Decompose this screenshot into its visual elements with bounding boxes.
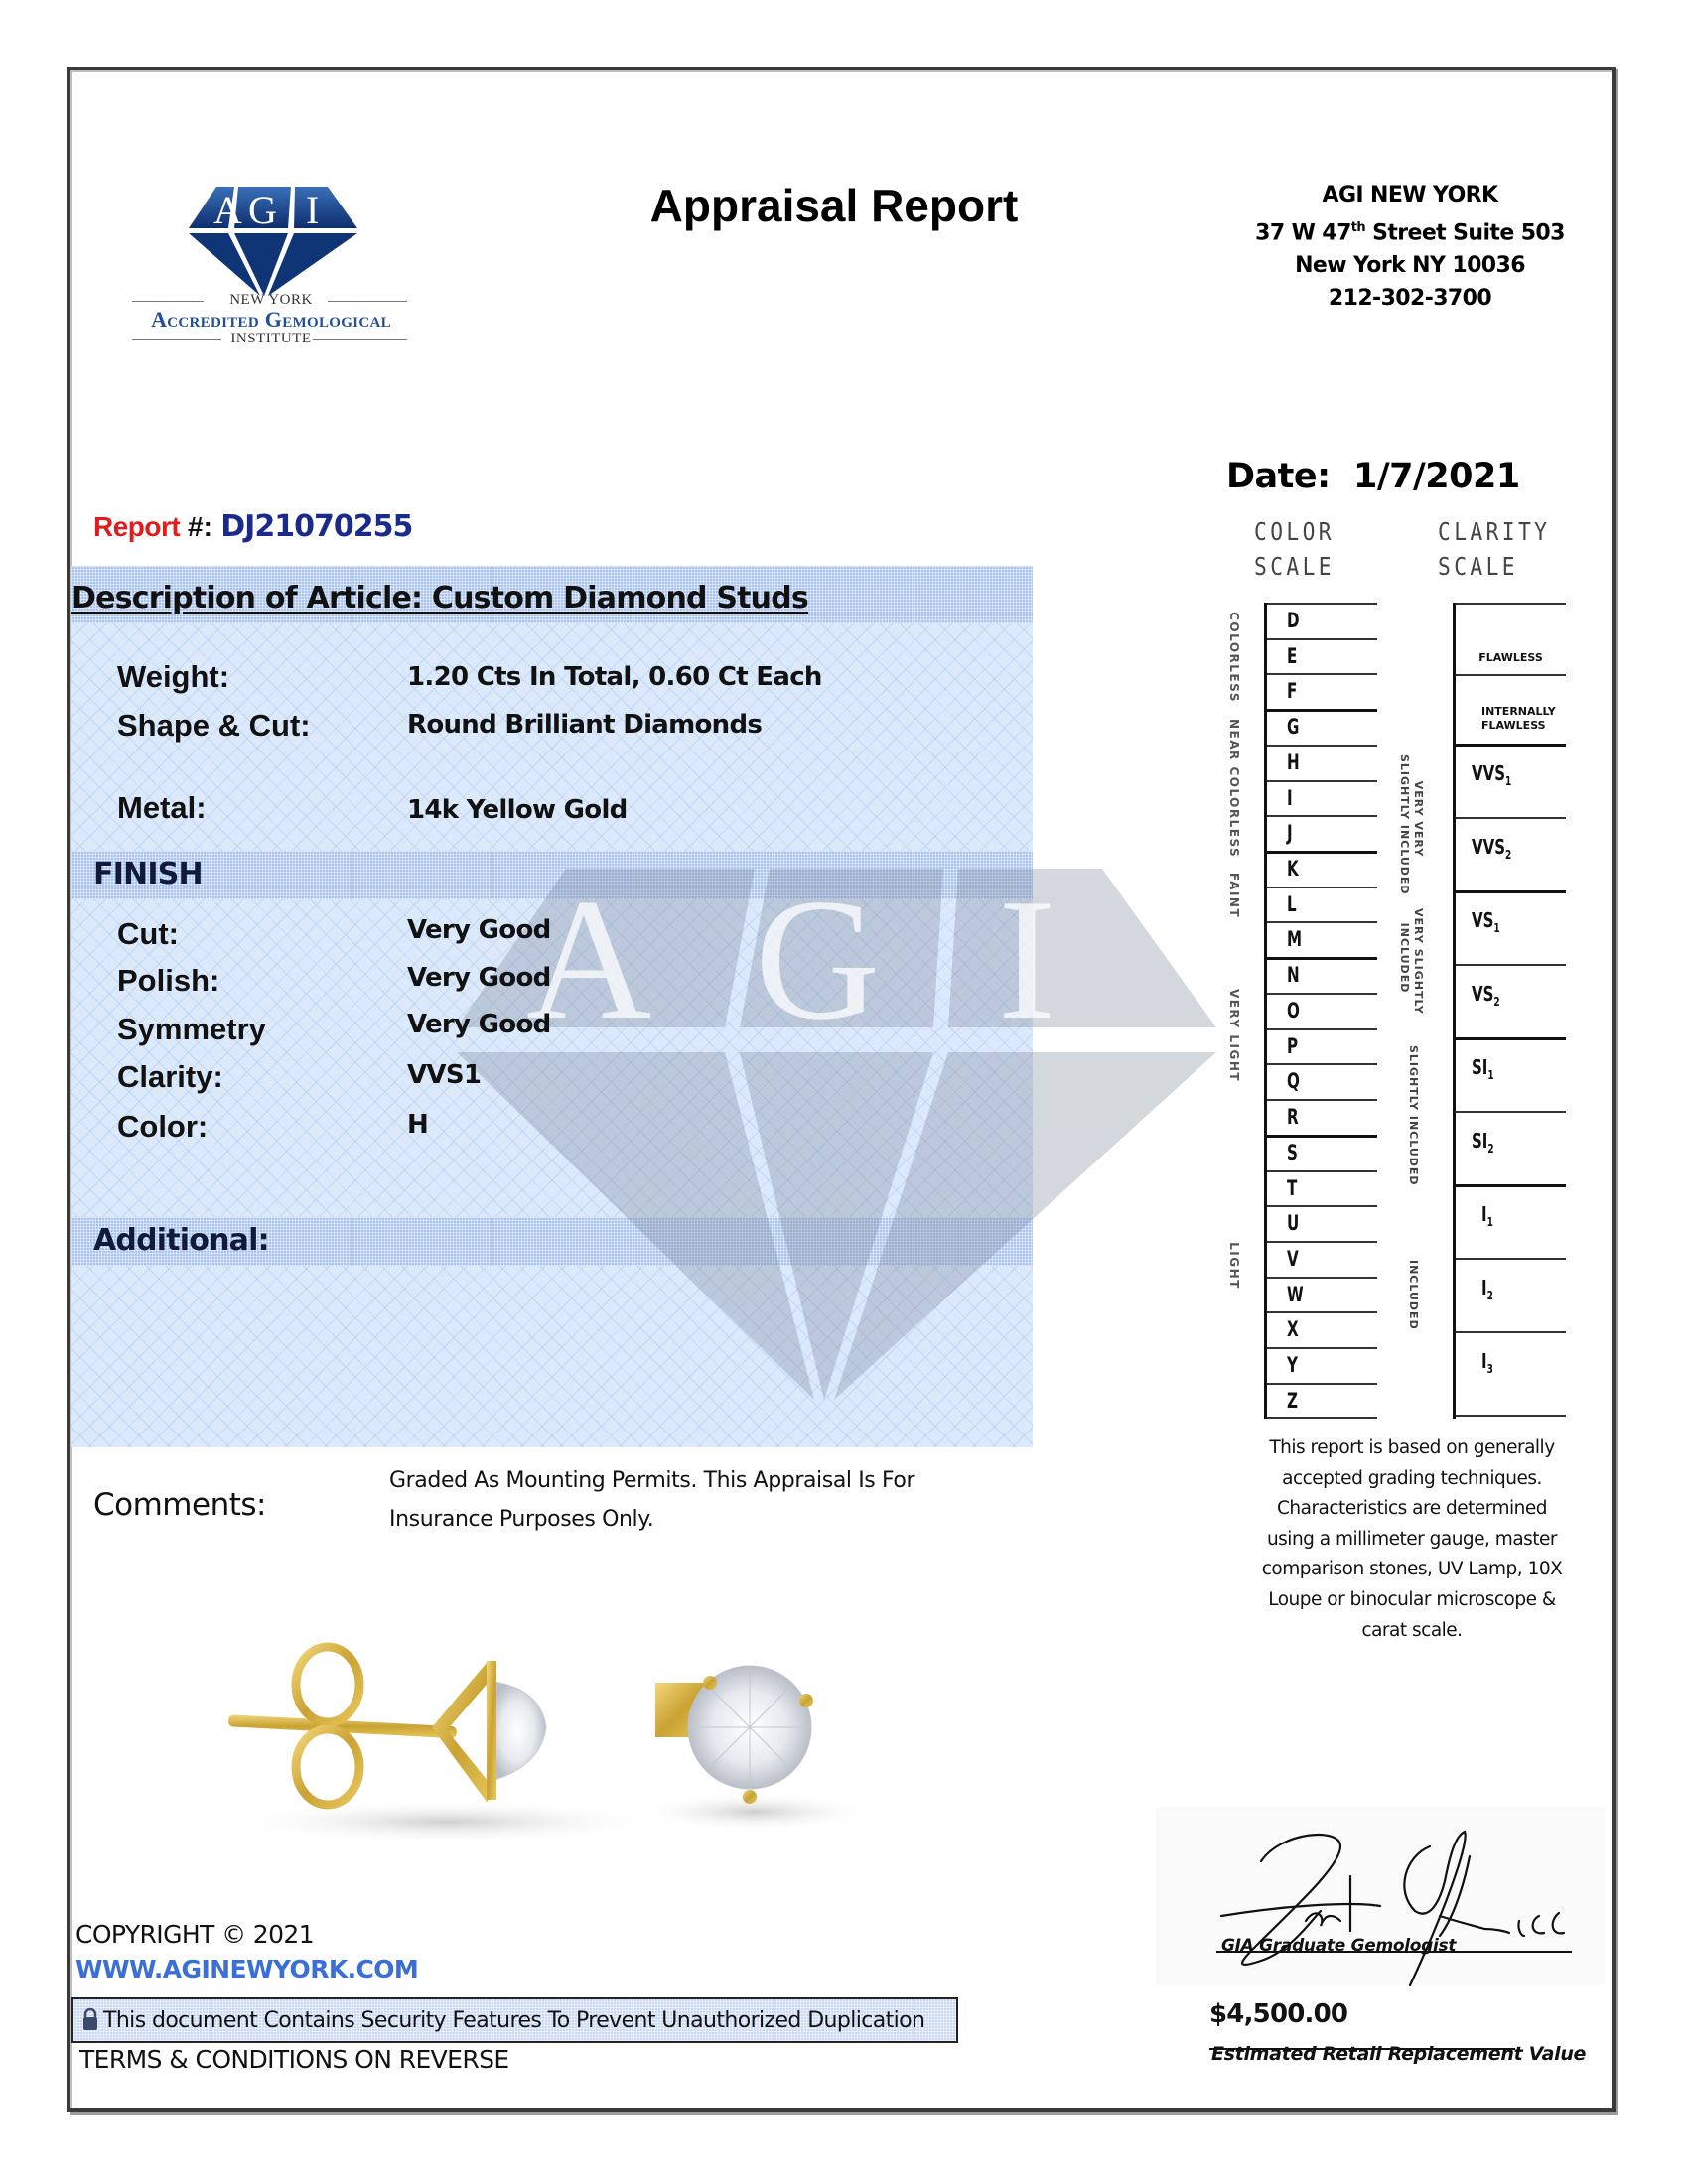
group-vvs-line1: VERY VERY (1412, 780, 1425, 858)
color-grade: I (1287, 786, 1293, 810)
color-grade: X (1287, 1317, 1299, 1341)
clarity-row-vvs2 (1456, 817, 1566, 819)
color-label: Color: (117, 1109, 209, 1144)
lab-street (1221, 211, 1599, 249)
additional-title: Additional: (93, 1223, 269, 1258)
lab-city: New York NY 10036 (1295, 253, 1525, 279)
clarity-row-bottom (1456, 1415, 1566, 1417)
color-grade: U (1287, 1211, 1300, 1235)
clarity-row-vvs1 (1456, 744, 1566, 747)
clarity-row-i2 (1456, 1258, 1566, 1260)
color-row-m (1267, 921, 1377, 923)
street-suffix: Street Suite 503 (1365, 220, 1565, 246)
weight-value: 1.20 Cts In Total, 0.60 Ct Each (407, 662, 822, 692)
clarity-row-i3 (1456, 1331, 1566, 1333)
group-vs (1395, 908, 1425, 1015)
grading-disclaimer (1253, 1433, 1571, 1646)
cut-value: Very Good (407, 915, 551, 945)
color-scale (1264, 603, 1377, 1419)
clarity-base: I (1481, 1276, 1487, 1299)
comments-label: Comments: (93, 1487, 266, 1523)
appraised-value-caption: Estimated Retail Replacement Value (1211, 2043, 1587, 2065)
clarity-grade-i2 (1481, 1276, 1493, 1302)
color-row-v (1267, 1241, 1377, 1243)
group-vvs-line2: SLIGHTLY INCLUDED (1398, 754, 1411, 895)
color-grade: M (1287, 927, 1303, 951)
clarity-scale-title-line2: SCALE (1438, 552, 1518, 581)
logo-new-york: NEW YORK (229, 292, 313, 308)
clarity-scale (1453, 603, 1566, 1419)
finish-title: FINISH (93, 857, 203, 891)
clarity-grade-fl: FLAWLESS (1478, 651, 1543, 664)
group-faint: FAINT (1227, 872, 1241, 919)
clarity-base: VS (1472, 982, 1494, 1006)
signature-caption: GIA Graduate Gemologist (1221, 1936, 1457, 1956)
lab-name: AGI NEW YORK (1322, 183, 1498, 207)
color-row-l (1267, 887, 1377, 888)
logo-institute: INSTITUTE (230, 331, 312, 346)
comments-line-2: Insurance Purposes Only. (389, 1507, 654, 1532)
svg-text:G: G (755, 864, 881, 1055)
color-grade: G (1287, 715, 1300, 739)
report-number-label: Report (93, 511, 181, 542)
clarity-label: Clarity: (117, 1059, 223, 1094)
color-row-y (1267, 1347, 1377, 1349)
color-grade: L (1287, 892, 1297, 916)
terms-notice: TERMS & CONDITIONS ON REVERSE (79, 2045, 509, 2074)
clarity-base: SI (1472, 1055, 1488, 1079)
svg-text:I: I (998, 864, 1056, 1055)
symmetry-value: Very Good (407, 1010, 551, 1039)
color-scale-title-line1: COLOR (1254, 517, 1335, 546)
clarity-base: VS (1472, 908, 1494, 932)
street-sup: th (1350, 220, 1366, 235)
clarity-row-top (1456, 603, 1566, 605)
page-title: Appraisal Report (649, 180, 1019, 231)
clarity-grade-i3 (1481, 1349, 1493, 1376)
polish-label: Polish: (117, 963, 220, 998)
color-grade: H (1287, 751, 1300, 774)
date-label: Date: (1226, 457, 1331, 496)
group-included: INCLUDED (1407, 1260, 1420, 1330)
clarity-sub: 2 (1487, 1142, 1494, 1156)
color-row-i (1267, 780, 1377, 782)
color-grade: P (1287, 1034, 1299, 1058)
color-row-p (1267, 1028, 1377, 1030)
lock-icon (81, 2007, 99, 2033)
color-grade: O (1287, 999, 1300, 1023)
report-number-hash: #: (180, 511, 212, 542)
color-row-r (1267, 1099, 1377, 1101)
clarity-row-si1 (1456, 1037, 1566, 1040)
color-row-q (1267, 1063, 1377, 1065)
group-vs-line2: INCLUDED (1398, 922, 1411, 994)
color-row-s (1267, 1135, 1377, 1138)
comments-text (389, 1461, 1005, 1539)
disclaimer-line: accepted grading techniques. (1282, 1467, 1542, 1489)
shape-cut-label: Shape & Cut: (117, 708, 311, 743)
svg-text:I: I (306, 188, 320, 232)
logo-caption (132, 292, 410, 347)
color-row-d (1267, 603, 1377, 605)
lab-phone: 212-302-3700 (1328, 286, 1492, 312)
appraised-value: $4,500.00 (1209, 1999, 1348, 2029)
color-scale-title-line2: SCALE (1254, 552, 1335, 581)
security-notice-text: This document Contains Security Features To Prevent Unauthorized Duplication (103, 2007, 925, 2033)
clarity-grade-if: INTERNALLY FLAWLESS (1481, 705, 1556, 732)
color-row-h (1267, 745, 1377, 747)
disclaimer-line: Loupe or binocular microscope & (1268, 1588, 1556, 1610)
group-light: LIGHT (1227, 1242, 1241, 1290)
polish-value: Very Good (407, 963, 551, 993)
color-grade: F (1287, 679, 1298, 703)
clarity-base: I (1481, 1349, 1487, 1373)
disclaimer-line: comparison stones, UV Lamp, 10X (1261, 1559, 1563, 1580)
clarity-sub: 2 (1493, 995, 1500, 1009)
color-value: H (407, 1110, 429, 1140)
svg-text:A: A (526, 864, 652, 1055)
disclaimer-line: This report is based on generally (1269, 1437, 1555, 1458)
color-grade: E (1287, 644, 1298, 668)
color-scale-bottom (1267, 1417, 1377, 1419)
clarity-sub: 1 (1487, 1068, 1494, 1082)
metal-label: Metal: (117, 790, 207, 825)
clarity-sub: 1 (1486, 1215, 1493, 1229)
signature-icon (1201, 1822, 1599, 1995)
color-row-x (1267, 1311, 1377, 1313)
color-row-u (1267, 1205, 1377, 1207)
group-near-colorless: NEAR COLORLESS (1227, 719, 1241, 859)
color-row-e (1267, 638, 1377, 640)
report-number-value: DJ21070255 (220, 509, 413, 544)
color-grade: S (1287, 1141, 1298, 1164)
clarity-scale-title (1438, 514, 1550, 584)
clarity-base: VVS (1472, 835, 1506, 859)
clarity-sub: 2 (1486, 1289, 1493, 1302)
clarity-row-vs2 (1456, 964, 1566, 966)
lab-address (1221, 179, 1599, 315)
color-grade: N (1287, 963, 1300, 987)
metal-value: 14k Yellow Gold (407, 795, 628, 825)
clarity-sub: 2 (1505, 848, 1512, 862)
svg-text:G: G (248, 188, 277, 232)
weight-label: Weight: (117, 659, 230, 694)
report-number (93, 509, 412, 544)
color-row-t (1267, 1170, 1377, 1172)
clarity-grade-vs2 (1472, 982, 1500, 1009)
color-grade: V (1287, 1247, 1299, 1271)
clarity-grade-vvs2 (1472, 835, 1511, 862)
color-grade: J (1287, 821, 1293, 845)
color-grade: Z (1287, 1389, 1298, 1413)
street-prefix: 37 W 47 (1255, 220, 1351, 246)
color-row-w (1267, 1277, 1377, 1279)
clarity-sub: 1 (1505, 774, 1512, 788)
clarity-grade-i1 (1481, 1202, 1493, 1229)
group-colorless: COLORLESS (1227, 612, 1241, 703)
color-grade: Y (1287, 1353, 1298, 1377)
clarity-value: VVS1 (407, 1060, 482, 1090)
group-vvs (1395, 754, 1425, 895)
color-scale-title (1254, 514, 1335, 584)
disclaimer-line: using a millimeter gauge, master (1266, 1528, 1558, 1550)
clarity-grade-vvs1 (1472, 761, 1511, 788)
color-row-n (1267, 957, 1377, 960)
clarity-base: VVS (1472, 761, 1506, 785)
disclaimer-line: Characteristics are determined (1276, 1498, 1548, 1520)
clarity-grade-si1 (1472, 1055, 1494, 1082)
clarity-base: I (1481, 1202, 1487, 1226)
website-link[interactable]: WWW.AGINEWYORK.COM (75, 1955, 419, 1983)
security-notice (71, 1997, 958, 2043)
color-grade: W (1287, 1283, 1304, 1306)
color-row-z (1267, 1383, 1377, 1385)
color-row-o (1267, 993, 1377, 995)
color-grade: Q (1287, 1069, 1300, 1093)
group-vs-line1: VERY SLIGHTLY (1412, 908, 1425, 1015)
color-grade: D (1287, 609, 1300, 632)
color-grade: K (1287, 857, 1299, 881)
logo-institute-name: Accredited Gemological (151, 307, 391, 332)
copyright: COPYRIGHT © 2021 (75, 1920, 315, 1949)
clarity-row-if (1456, 674, 1566, 676)
color-row-f (1267, 673, 1377, 675)
comments-line-1: Graded As Mounting Permits. This Appraisal Is For (389, 1468, 915, 1493)
shape-cut-value: Round Brilliant Diamonds (407, 710, 763, 740)
color-row-g (1267, 709, 1377, 712)
description-title: Description of Article: Custom Diamond Studs (71, 581, 808, 615)
clarity-row-si2 (1456, 1111, 1566, 1113)
symmetry-label: Symmetry (117, 1012, 266, 1046)
group-very-light: VERY LIGHT (1227, 988, 1241, 1083)
clarity-base: SI (1472, 1129, 1488, 1153)
clarity-row-vs1 (1456, 890, 1566, 893)
disclaimer-line: carat scale. (1361, 1619, 1463, 1641)
group-si: SLIGHTLY INCLUDED (1407, 1045, 1420, 1186)
date-value: 1/7/2021 (1353, 457, 1520, 496)
color-grade: T (1287, 1176, 1298, 1200)
diamond-studs-photo (199, 1603, 894, 1866)
clarity-row-i1 (1456, 1184, 1566, 1187)
clarity-sub: 1 (1493, 921, 1500, 935)
report-date (1226, 457, 1520, 496)
color-grade: R (1287, 1105, 1299, 1129)
svg-text:A: A (213, 188, 242, 232)
color-row-k (1267, 851, 1377, 854)
clarity-sub: 3 (1486, 1362, 1493, 1376)
cut-label: Cut: (117, 916, 179, 951)
color-row-j (1267, 815, 1377, 817)
clarity-grade-vs1 (1472, 908, 1500, 935)
clarity-grade-si2 (1472, 1129, 1494, 1156)
clarity-scale-title-line1: CLARITY (1438, 517, 1551, 546)
